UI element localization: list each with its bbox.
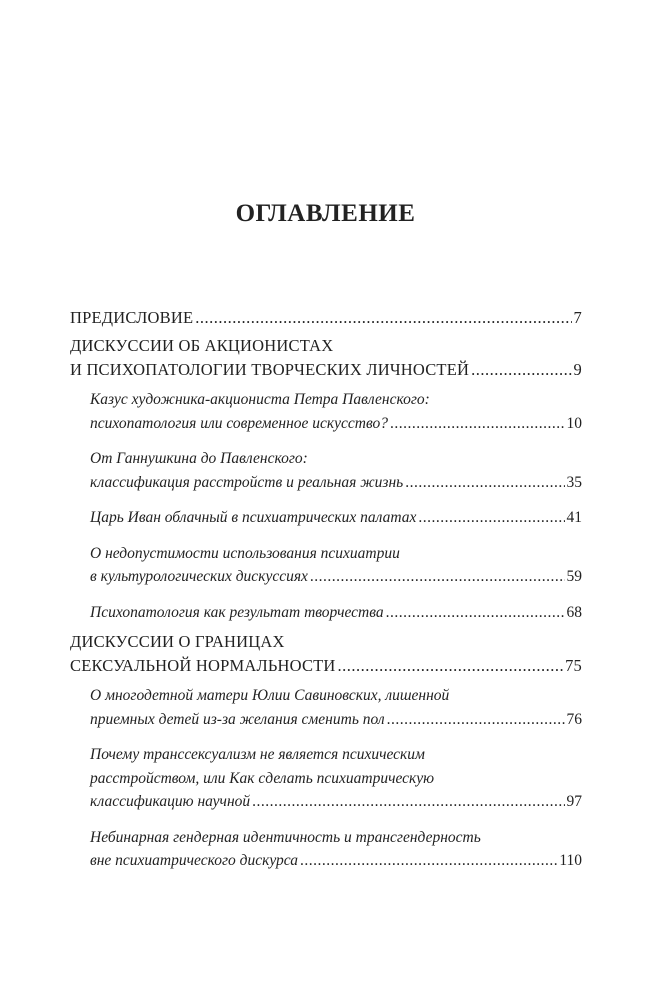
toc-line	[90, 826, 582, 850]
toc-entry-title: расстройством, или Как сделать психиатрическую	[90, 769, 435, 787]
toc-entry-gannushkin[interactable]	[70, 447, 582, 494]
toc-line	[70, 358, 582, 382]
toc-line	[90, 565, 582, 589]
toc-page-number: 9	[573, 360, 582, 379]
toc-line	[90, 743, 582, 767]
toc-entry-title: в культурологических дискуссиях	[90, 568, 308, 585]
dot-leader	[195, 306, 571, 330]
toc-line	[90, 506, 582, 530]
toc-page-number: 75	[565, 656, 582, 675]
toc-page-number: 10	[566, 414, 582, 432]
toc-line	[90, 849, 582, 873]
toc-line	[70, 306, 582, 330]
toc-line	[90, 601, 582, 625]
dot-leader	[252, 790, 564, 814]
toc-entry-title: приемных детей из-за желания сменить пол	[90, 710, 385, 728]
toc-entry-title: Психопатология как результат творчества	[90, 603, 384, 621]
dot-leader	[387, 708, 565, 732]
toc-entry-title: ПРЕДИСЛОВИЕ	[70, 308, 194, 327]
dot-leader	[386, 601, 565, 625]
toc-page-number: 7	[573, 308, 582, 327]
toc-entry-preface[interactable]	[70, 306, 582, 330]
toc-line	[90, 388, 582, 412]
toc-line	[70, 630, 582, 654]
toc-entry-inadmissibility[interactable]	[70, 542, 582, 589]
toc-entry-title: СЕКСУАЛЬНОЙ НОРМАЛЬНОСТИ	[70, 656, 336, 675]
toc-line	[90, 767, 582, 791]
toc-line	[70, 654, 582, 678]
toc-entry-pavlensky-case[interactable]	[70, 388, 582, 435]
dot-leader	[390, 412, 565, 436]
toc-entry-title: ДИСКУССИИ ОБ АКЦИОНИСТАХ	[70, 336, 334, 355]
toc-entry-tsar-ivan[interactable]	[70, 506, 582, 530]
toc-entry-title: классификацию научной	[90, 793, 251, 810]
toc-entry-title: психопатология или современное искусство?	[90, 414, 388, 432]
toc-entry-nonbinary[interactable]	[70, 826, 582, 873]
toc-page-number: 41	[566, 509, 582, 526]
toc-page-number: 110	[559, 852, 582, 869]
toc-entry-savinovskikh[interactable]	[70, 684, 582, 731]
toc-page-number: 59	[566, 568, 582, 585]
dot-leader	[300, 849, 557, 873]
toc-line	[90, 471, 582, 495]
toc-line	[70, 334, 582, 358]
toc-line	[90, 708, 582, 732]
toc-entry-title: вне психиатрического дискурса	[90, 852, 299, 869]
toc-entry-title: Казус художника-акциониста Петра Павленского:	[90, 391, 430, 408]
toc-line	[90, 542, 582, 566]
page-title: ОГЛАВЛЕНИЕ	[235, 200, 416, 227]
toc-entry-section-sexual-normality[interactable]	[70, 630, 582, 678]
toc-line	[90, 412, 582, 436]
toc-entry-title: И ПСИХОПАТОЛОГИИ ТВОРЧЕСКИХ ЛИЧНОСТЕЙ	[70, 360, 470, 379]
dot-leader	[418, 506, 564, 530]
toc-entry-title: Небинарная гендерная идентичность и трансгендерность	[90, 828, 481, 846]
toc-entry-title: классификация расстройств и реальная жизнь	[90, 473, 404, 491]
toc-line	[90, 684, 582, 708]
toc-line	[90, 447, 582, 471]
toc-entry-title: От Ганнушкина до Павленского:	[90, 450, 308, 467]
dot-leader	[338, 654, 564, 678]
toc-entry-title: ДИСКУССИИ О ГРАНИЦАХ	[70, 632, 285, 651]
toc-line	[90, 790, 582, 814]
toc-page-number: 97	[566, 793, 582, 810]
toc-entry-title: О недопустимости использования психиатрии	[90, 544, 400, 562]
dot-leader	[405, 471, 564, 495]
toc-page-number: 68	[566, 603, 582, 621]
toc-entry-title: О многодетной матери Юлии Савиновских, лишенной	[90, 687, 450, 704]
toc-entry-transsexualism[interactable]	[70, 743, 582, 814]
table-of-contents	[70, 306, 582, 873]
toc-entry-psychopathology-creativity[interactable]	[70, 601, 582, 625]
toc-entry-section-actionists[interactable]	[70, 334, 582, 382]
dot-leader	[471, 358, 571, 382]
dot-leader	[310, 565, 565, 589]
toc-entry-title: Царь Иван облачный в психиатрических палатах	[90, 509, 417, 526]
toc-page-number: 76	[566, 710, 582, 728]
toc-entry-title: Почему транссексуализм не является психическим	[90, 746, 425, 763]
toc-page-number: 35	[566, 473, 582, 491]
